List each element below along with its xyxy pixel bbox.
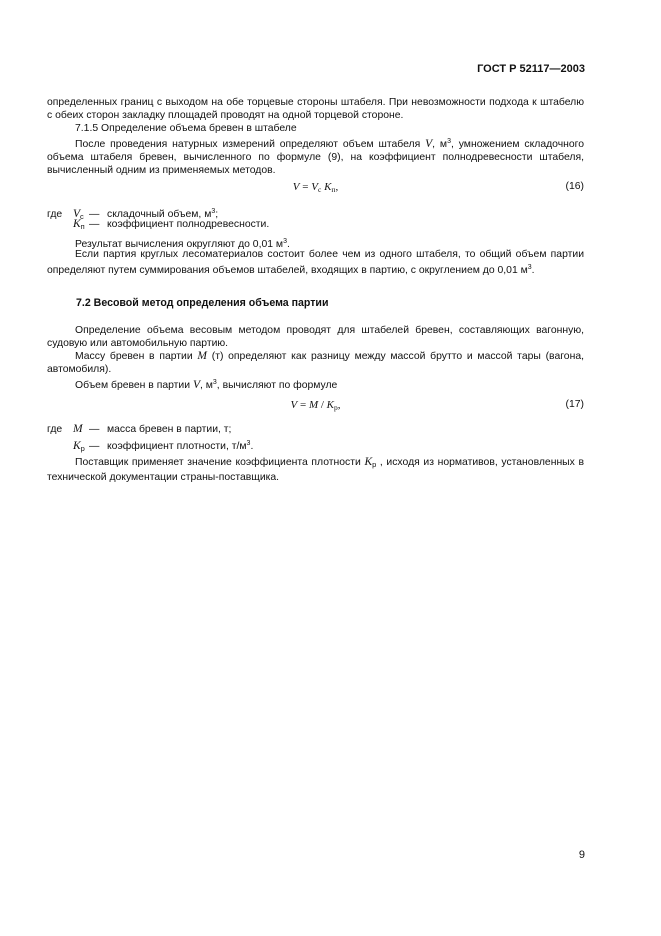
paragraph-volume-calc: После проведения натурных измерений определяют объем штабеля V, $м^3$, умножением складочного объема штабеля бревен, вычисленного по формуле (9), на коэффициент полнодревесности штабеля, вычисленный одним из применяемых методов.: [47, 138, 585, 176]
section-heading-7-2: 7.2 Весовой метод определения объема партии: [76, 297, 329, 309]
where-item-kp: $K_п$ — коэффициент полнодревесности.: [73, 218, 270, 231]
formula-16: $V = V_с$ $K_п$, (16): [292, 181, 584, 194]
paragraph-weight-method: Определение объема весовым методом проводят для штабелей бревен, составляющих вагонную, судовую или автомобильную партию.: [47, 325, 584, 349]
paragraph-density-coefficient: Поставщик применяет значение коэффициента плотности $K_р$ , исходя из нормативов, установленных в технической документации страны-поставщика.: [47, 456, 584, 483]
paragraph-rounding: Результат вычисления округляют до 0,01 $м^3$.: [75, 238, 290, 250]
subsection-heading-7-1-5: 7.1.5 Определение объема бревен в штабеле: [75, 123, 297, 134]
page-number: 9: [578, 849, 585, 861]
where-item-vc: где $V_с$ — складочный объем, $м^3$;: [47, 208, 219, 221]
where-item-m: где M — масса бревен в партии, т;: [47, 423, 232, 435]
paragraph-continuation: определенных границ с выходом на обе торцевые стороны штабеля. При невозможности подхода к штабелю с обеих сторон закладку площадей проводят на одной торцевой стороне.: [47, 97, 584, 121]
paragraph-multiple-stacks: Если партия круглых лесоматериалов состоит более чем из одного штабеля, то общий объем партии определяют путем суммирования объемов штабелей, входящих в партию, с округлением до 0,01 $м^3$.: [47, 249, 584, 276]
formula-number-16: (16): [565, 181, 584, 192]
formula-17: $V = M / K_р$, (17): [290, 399, 584, 412]
where-item-kr: $K_р$ — коэффициент плотности, $т/м^3$.: [73, 440, 254, 453]
document-header-id: ГОСТ Р 52117—2003: [477, 63, 585, 75]
paragraph-volume-formula-intro: Объем бревен в партии V, $м^3$, вычисляют по формуле: [75, 379, 338, 391]
formula-number-17: (17): [565, 399, 584, 410]
paragraph-mass: Массу бревен в партии M (т) определяют как разницу между массой брутто и массой тары (вагона, автомобиля).: [47, 350, 584, 375]
